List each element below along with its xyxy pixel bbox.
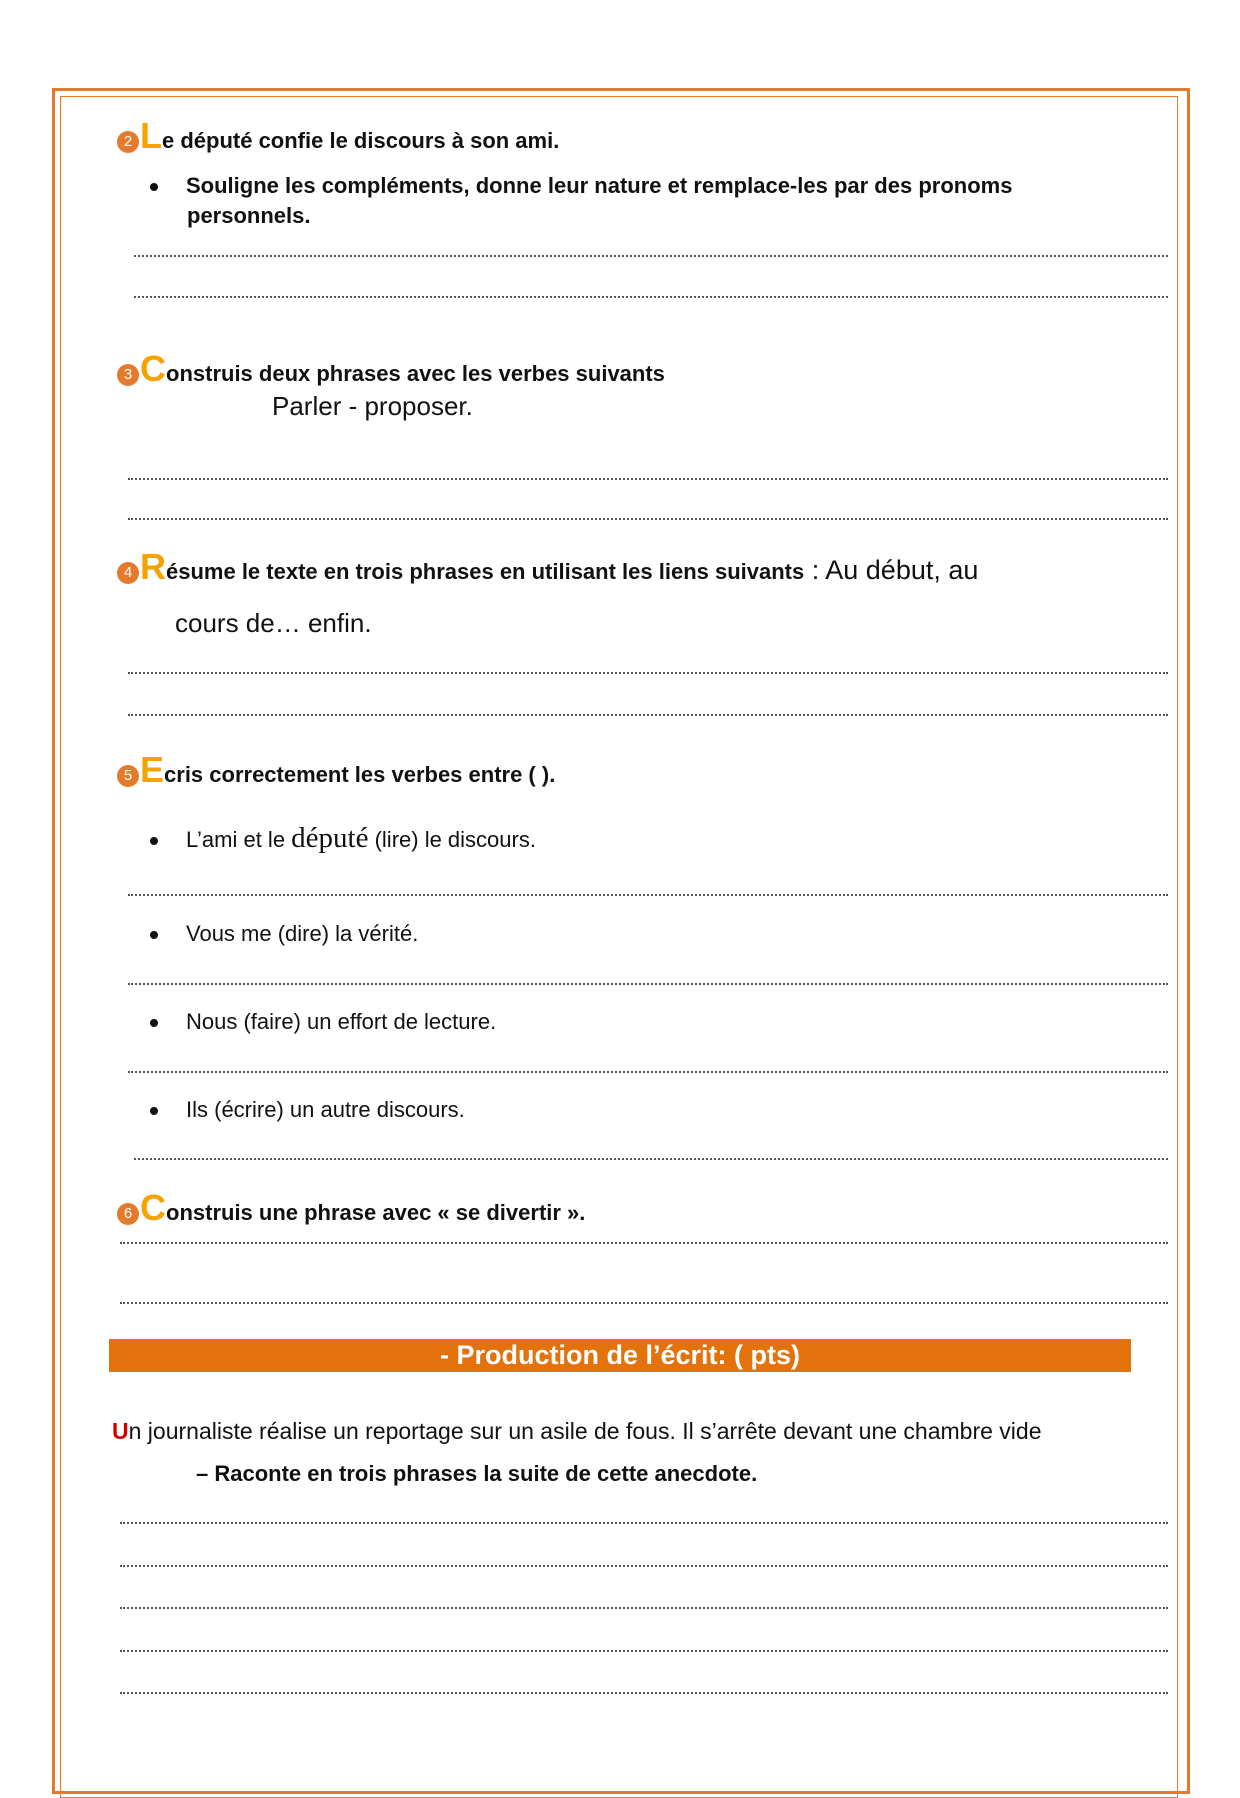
verb-exercise-item <box>150 1007 496 1037</box>
item-word: député <box>291 822 369 854</box>
prompt-initial: U <box>112 1418 129 1444</box>
answer-line[interactable] <box>120 1242 1168 1244</box>
question-2-instruction <box>150 171 1012 201</box>
question-initial: L <box>140 115 162 156</box>
answer-line[interactable] <box>120 1302 1168 1304</box>
verb-exercise-item <box>150 823 536 855</box>
answer-line[interactable] <box>128 478 1168 480</box>
production-task: – Raconte en trois phrases la suite de cette anecdote. <box>196 1461 758 1486</box>
production-title: - Production de l’écrit: ( pts) <box>439 1340 800 1370</box>
answer-line[interactable] <box>128 894 1168 896</box>
question-initial: R <box>140 546 166 587</box>
question-4-heading <box>117 546 979 587</box>
linking-words-cont: cours de… enfin. <box>175 608 372 638</box>
question-number-badge: 5 <box>117 765 139 787</box>
question-text: onstruis deux phrases avec les verbes suivants <box>166 361 665 386</box>
bullet-icon <box>150 837 158 845</box>
question-initial: E <box>140 749 165 790</box>
question-3-heading <box>117 348 665 389</box>
question-initial: C <box>140 1187 166 1228</box>
answer-line[interactable] <box>134 255 1168 257</box>
answer-line[interactable] <box>128 672 1168 674</box>
answer-line[interactable] <box>120 1607 1168 1609</box>
question-number-badge: 2 <box>117 131 139 153</box>
answer-line[interactable] <box>120 1692 1168 1694</box>
question-2-heading <box>117 115 560 156</box>
bullet-icon <box>150 931 158 939</box>
question-3-verbs: Parler - proposer. <box>272 391 473 421</box>
question-initial: C <box>140 348 166 389</box>
question-number-badge: 3 <box>117 364 139 386</box>
answer-line[interactable] <box>120 1522 1168 1524</box>
question-text: e député confie le discours à son ami. <box>162 128 560 153</box>
answer-line[interactable] <box>120 1650 1168 1652</box>
production-banner <box>109 1339 1131 1372</box>
answer-line[interactable] <box>128 714 1168 716</box>
bullet-icon <box>150 183 158 191</box>
answer-line[interactable] <box>128 983 1168 985</box>
question-6-heading <box>117 1187 586 1228</box>
question-number-badge: 6 <box>117 1203 139 1225</box>
question-2-instruction-cont: personnels. <box>187 203 311 228</box>
answer-line[interactable] <box>128 1071 1168 1073</box>
production-prompt <box>112 1416 1041 1446</box>
answer-line[interactable] <box>134 1158 1168 1160</box>
question-text: onstruis une phrase avec « se divertir ». <box>166 1200 586 1225</box>
item-text: (lire) le discours. <box>368 827 536 852</box>
answer-line[interactable] <box>134 296 1168 298</box>
linking-words: : Au début, au <box>804 555 979 585</box>
item-text: L’ami et le <box>186 827 292 852</box>
question-5-heading <box>117 749 556 790</box>
instruction-text: Souligne les compléments, donne leur nature et remplace-les par des pronoms <box>186 173 1013 198</box>
item-text: Ils (écrire) un autre discours. <box>186 1097 465 1122</box>
verb-exercise-item <box>150 919 418 949</box>
question-text: cris correctement les verbes entre ( ). <box>164 762 556 787</box>
answer-line[interactable] <box>120 1565 1168 1567</box>
item-text: Vous me (dire) la vérité. <box>186 921 419 946</box>
answer-line[interactable] <box>128 518 1168 520</box>
bullet-icon <box>150 1107 158 1115</box>
bullet-icon <box>150 1019 158 1027</box>
question-number-badge: 4 <box>117 562 139 584</box>
verb-exercise-item <box>150 1095 465 1125</box>
question-text: ésume le texte en trois phrases en utilisant les liens suivants <box>166 559 805 584</box>
prompt-text: n journaliste réalise un reportage sur un asile de fous. Il s’arrête devant une chambre vide <box>128 1418 1042 1444</box>
item-text: Nous (faire) un effort de lecture. <box>186 1009 497 1034</box>
